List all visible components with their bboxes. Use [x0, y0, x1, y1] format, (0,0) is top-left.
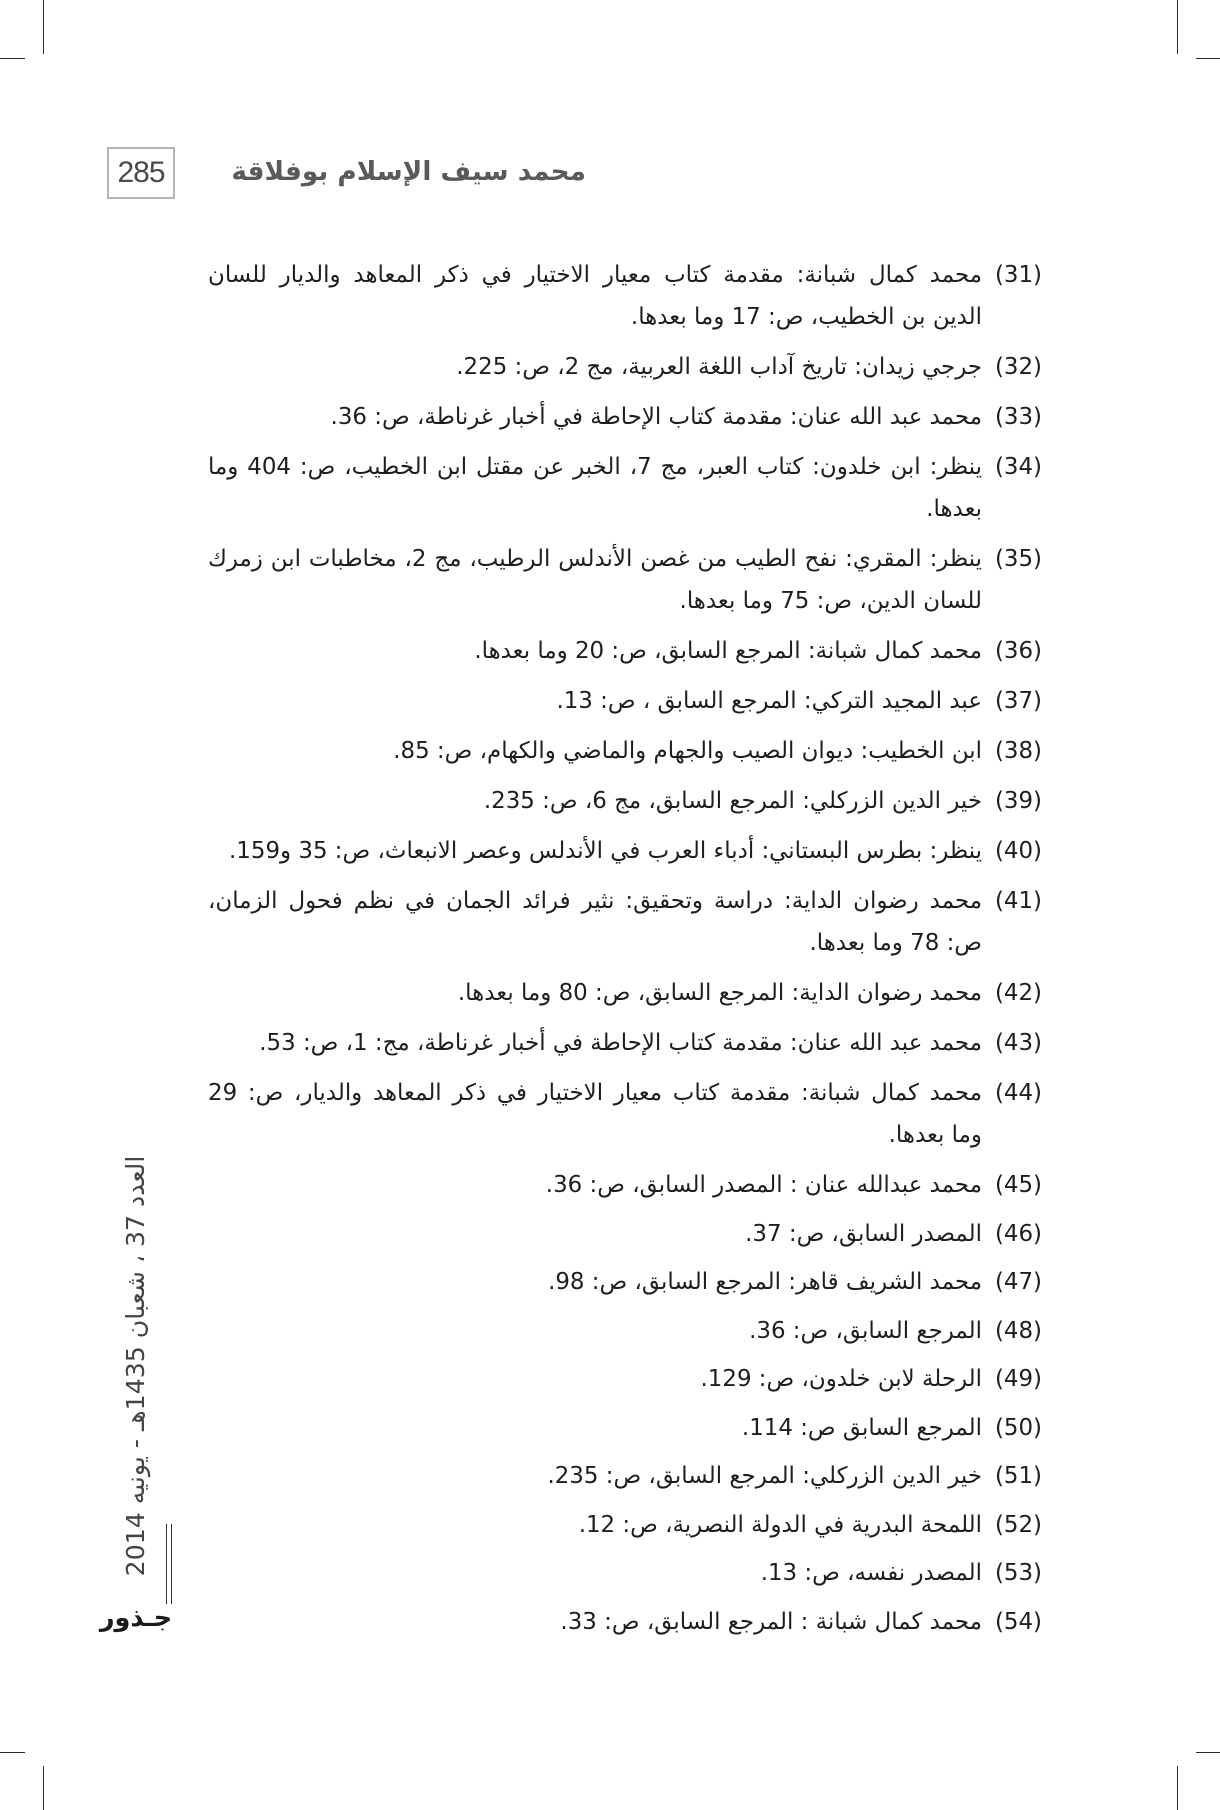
- footnote-text: ينظر: المقري: نفح الطيب من غصن الأندلس الرطيب، مج 2، مخاطبات ابن زمرك: [208, 546, 982, 572]
- footnote-text: بعدها.: [926, 496, 982, 522]
- journal-logo: [94, 1598, 178, 1638]
- footnote-text: للسان الدين، ص: 75 وما بعدها.: [679, 588, 982, 614]
- footnote: [208, 780, 1042, 822]
- footnote-line: [208, 1601, 982, 1643]
- crop-mark-top-left-horizontal: [0, 58, 25, 59]
- footnote-text: وما بعدها.: [888, 1122, 982, 1148]
- footnote: [208, 830, 1042, 872]
- footnote: [208, 730, 1042, 772]
- footnote-number: (48): [994, 1317, 1042, 1344]
- footnote-number: (44): [994, 1080, 1042, 1106]
- footnote: [208, 254, 1042, 338]
- footnote-number: (54): [994, 1608, 1042, 1635]
- footnote: [208, 1072, 1042, 1156]
- footnote-number: (34): [994, 454, 1042, 480]
- footnote-line: [208, 880, 982, 922]
- footnote-line: [208, 488, 982, 530]
- footnote-line: [208, 922, 982, 964]
- footnote: [208, 1213, 1042, 1255]
- footnote: [208, 972, 1042, 1014]
- footnote-number: (51): [994, 1463, 1042, 1489]
- footnote-line: [208, 1552, 982, 1594]
- footnote: [208, 1504, 1042, 1546]
- footnote-text: محمد عبد الله عنان: مقدمة كتاب الإحاطة في أخبار غرناطة، مج: 1، ص: 53.: [259, 1030, 982, 1056]
- footnote-text: ينظر: بطرس البستاني: أدباء العرب في الأندلس وعصر الانبعاث، ص: 35 و159.: [229, 838, 982, 864]
- footnote-text: المرجع السابق ص: 114.: [741, 1414, 982, 1441]
- crop-mark-bottom-left-horizontal: [0, 1752, 25, 1753]
- footnote-text: محمد عبد الله عنان: مقدمة كتاب الإحاطة في أخبار غرناطة، ص: 36.: [330, 404, 982, 430]
- footnote-line: [208, 346, 982, 388]
- footnote-text: محمد كمال شبانة : المرجع السابق، ص: 33.: [560, 1608, 982, 1635]
- journal-logo-text: جـذور: [99, 1603, 173, 1633]
- footnote-text: المرجع السابق، ص: 36.: [749, 1317, 982, 1344]
- footnote-line: [208, 1213, 982, 1255]
- footnote-text: ابن الخطيب: ديوان الصيب والجهام والماضي والكهام، ص: 85.: [393, 738, 982, 764]
- footnote-line: [208, 680, 982, 722]
- footnote: [208, 1261, 1042, 1303]
- footnote-text: المصدر السابق، ص: 37.: [745, 1220, 982, 1247]
- footnote: [208, 1552, 1042, 1594]
- footnote-text: عبد المجيد التركي: المرجع السابق ، ص: 13.: [556, 688, 982, 714]
- footnote-line: [208, 1407, 982, 1449]
- footnote: [208, 396, 1042, 438]
- footnote-line: [208, 1261, 982, 1303]
- footnote-line: [208, 1114, 982, 1156]
- footnote-text: محمد كمال شبانة: مقدمة كتاب معيار الاختيار في ذكر المعاهد والديار للسان: [208, 262, 982, 288]
- footnote-text: محمد رضوان الداية: المرجع السابق، ص: 80 وما بعدها.: [457, 980, 982, 1006]
- footnote-number: (33): [994, 404, 1042, 430]
- issue-line-text: العدد 37 ، شعبان 1435هـ - يونيه 2014: [121, 1155, 150, 1577]
- footnote-line: [208, 396, 982, 438]
- footnote-number: (43): [994, 1030, 1042, 1056]
- footnote-number: (49): [994, 1366, 1042, 1392]
- footnote-number: (38): [994, 738, 1042, 764]
- footnote-line: [208, 1504, 982, 1546]
- footnote: [208, 538, 1042, 622]
- footnote-line: [208, 1455, 982, 1497]
- footnote-number: (52): [994, 1511, 1042, 1538]
- footnote: [208, 630, 1042, 672]
- footnote: [208, 1022, 1042, 1064]
- footnotes-list: [208, 254, 1042, 1649]
- footnote: [208, 1455, 1042, 1497]
- footnote-number: (42): [994, 980, 1042, 1006]
- footnote: [208, 680, 1042, 722]
- footnote-text: محمد كمال شبانة: المرجع السابق، ص: 20 وما بعدها.: [474, 638, 982, 664]
- footnote-line: [208, 254, 982, 296]
- crop-mark-top-left-vertical: [43, 0, 44, 54]
- footnote-text: محمد عبدالله عنان : المصدر السابق، ص: 36.: [545, 1172, 982, 1198]
- footnote-text: الرحلة لابن خلدون، ص: 129.: [700, 1366, 982, 1392]
- footnote-number: (35): [994, 546, 1042, 572]
- crop-mark-top-right-horizontal: [1196, 58, 1220, 59]
- footnote-text: المصدر نفسه، ص: 13.: [760, 1560, 982, 1586]
- footnote: [208, 446, 1042, 530]
- running-header-author: محمد سيف الإسلام بوفلاقة: [231, 157, 586, 187]
- footnote-number: (46): [994, 1220, 1042, 1247]
- footnote-text: اللمحة البدرية في الدولة النصرية، ص: 12.: [578, 1511, 982, 1538]
- footnote-line: [208, 1358, 982, 1400]
- footnote-text: محمد كمال شبانة: مقدمة كتاب معيار الاختيار في ذكر المعاهد والديار، ص: 29: [208, 1080, 982, 1106]
- crop-mark-bottom-right-vertical: [1177, 1766, 1178, 1810]
- footnote: [208, 346, 1042, 388]
- footnote-line: [208, 296, 982, 338]
- footnote-line: [208, 1022, 982, 1064]
- footnote-number: (37): [994, 688, 1042, 714]
- footnote-text: محمد رضوان الداية: دراسة وتحقيق: نثير فرائد الجمان في نظم فحول الزمان،: [208, 888, 982, 914]
- footnote-number: (45): [994, 1172, 1042, 1198]
- issue-sidebar: [118, 1151, 154, 1581]
- footnote-number: (41): [994, 888, 1042, 914]
- footnote-line: [208, 830, 982, 872]
- footnote-line: [208, 580, 982, 622]
- footnote-text: ينظر: ابن خلدون: كتاب العبر، مج 7، الخبر عن مقتل ابن الخطيب، ص: 404 وما: [208, 454, 983, 480]
- footnote-line: [208, 730, 982, 772]
- footnote: [208, 880, 1042, 964]
- footnote-text: الدين بن الخطيب، ص: 17 وما بعدها.: [630, 304, 982, 330]
- footnote-text: خير الدين الزركلي: المرجع السابق، مج 6، ص: 235.: [483, 788, 982, 814]
- footnote-line: [208, 780, 982, 822]
- footnote-number: (32): [994, 354, 1042, 380]
- footnote-line: [208, 1310, 982, 1352]
- footnote: [208, 1358, 1042, 1400]
- sidebar-rule: [166, 1524, 167, 1604]
- footnote: [208, 1164, 1042, 1206]
- footnote-text: خير الدين الزركلي: المرجع السابق، ص: 235.: [547, 1463, 982, 1489]
- crop-mark-top-right-vertical: [1177, 0, 1178, 54]
- footnote-number: (31): [994, 262, 1042, 288]
- footnote: [208, 1601, 1042, 1643]
- sidebar-rule: [171, 1524, 172, 1604]
- footnote-number: (47): [994, 1269, 1042, 1295]
- footnote-line: [208, 1164, 982, 1206]
- page-number: 285: [117, 156, 165, 189]
- footnote-line: [208, 538, 982, 580]
- footnote-line: [208, 630, 982, 672]
- crop-mark-bottom-right-horizontal: [1196, 1752, 1220, 1753]
- footnote-line: [208, 972, 982, 1014]
- footnote-line: [208, 446, 982, 488]
- footnote-text: جرجي زيدان: تاريخ آداب اللغة العربية، مج 2، ص: 225.: [456, 354, 982, 380]
- footnote: [208, 1407, 1042, 1449]
- footnote-number: (39): [994, 788, 1042, 814]
- crop-mark-bottom-left-vertical: [43, 1766, 44, 1810]
- page-number-box: [107, 147, 175, 199]
- issue-line: [118, 1151, 154, 1581]
- footnote-text: محمد الشريف قاهر: المرجع السابق، ص: 98.: [548, 1269, 982, 1295]
- footnote-number: (50): [994, 1414, 1042, 1441]
- footnote-text: ص: 78 وما بعدها.: [809, 930, 982, 956]
- footnote: [208, 1310, 1042, 1352]
- footnote-line: [208, 1072, 982, 1114]
- footnote-number: (36): [994, 638, 1042, 664]
- footnote-number: (40): [994, 838, 1042, 864]
- footnote-number: (53): [994, 1560, 1042, 1586]
